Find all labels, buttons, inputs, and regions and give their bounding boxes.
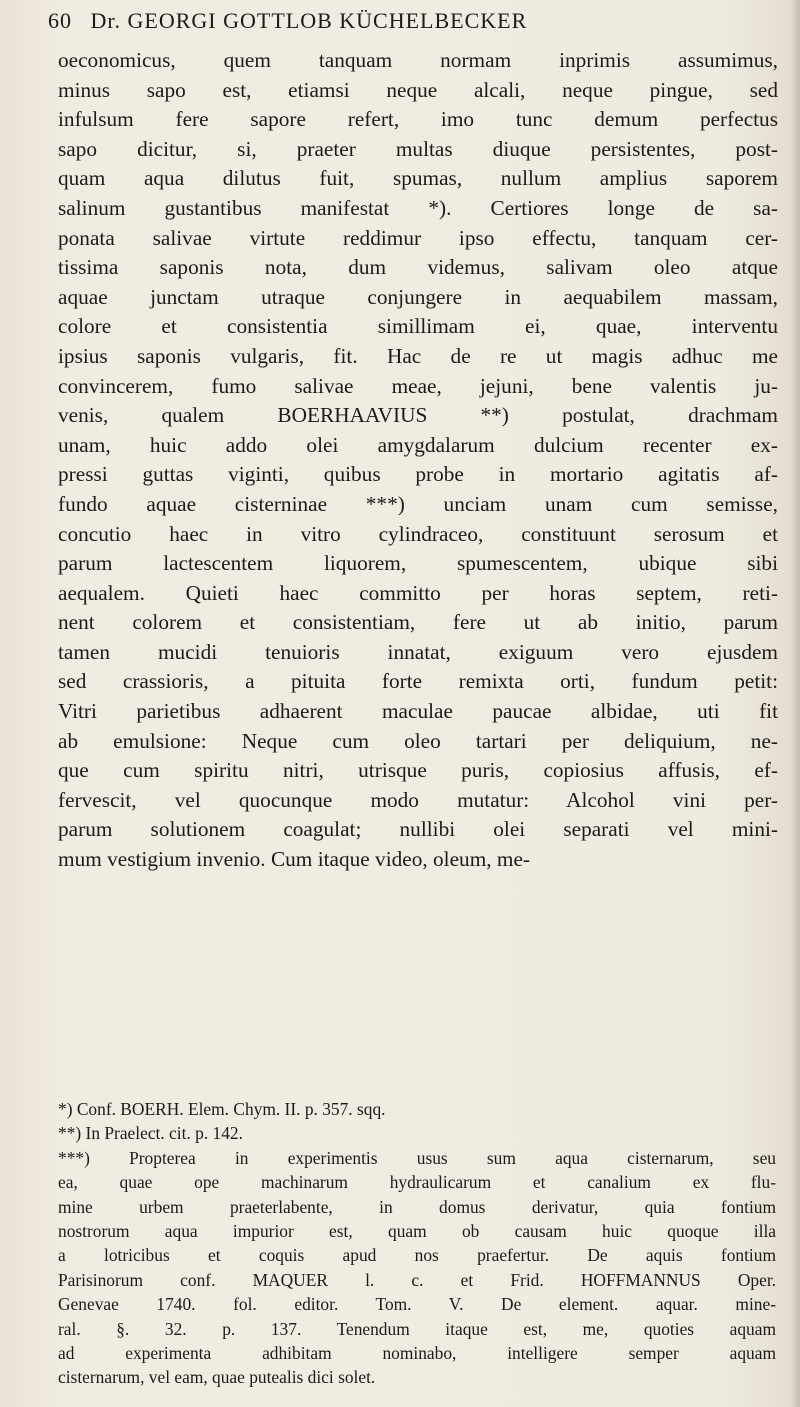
running-title: Dr. GEORGI GOTTLOB KÜCHELBECKER — [90, 8, 528, 33]
main-text — [58, 46, 778, 875]
text-line: ponata salivae virtute reddimur ipso effectu, tanquam cer- — [58, 225, 778, 250]
footnotes — [58, 1097, 776, 1390]
footnote-line: Genevae 1740. fol. editor. Tom. V. De element. aquar. mine- — [58, 1294, 776, 1315]
text-line: fervescit, vel quocunque modo mutatur: Alcohol vini per- — [58, 787, 778, 812]
text-line: minus sapo est, etiamsi neque alcali, neque pingue, sed — [58, 77, 778, 102]
text-line: infulsum fere sapore refert, imo tunc demum perfectus — [58, 107, 778, 132]
text-line: tissima saponis nota, dum videmus, salivam oleo atque — [58, 255, 778, 280]
text-line: quam aqua dilutus fuit, spumas, nullum amplius saporem — [58, 166, 778, 191]
footnote-line: ea, quae ope machinarum hydraulicarum et canalium ex flu- — [58, 1172, 776, 1193]
text-line: colore et consistentia simillimam ei, quae, interventu — [58, 314, 778, 339]
page-number: 60 — [48, 8, 72, 33]
text-line: nent colorem et consistentiam, fere ut ab initio, parum — [58, 610, 778, 635]
text-line: salinum gustantibus manifestat *). Certiores longe de sa- — [58, 195, 778, 220]
text-line: fundo aquae cisterninae ***) unciam unam cum semisse, — [58, 491, 778, 516]
footnote-line: mine urbem praeterlabente, in domus derivatur, quia fontium — [58, 1196, 776, 1217]
text-line: oeconomicus, quem tanquam normam inprimis assumimus, — [58, 48, 778, 72]
footnote-line: a lotricibus et coquis apud nos praefertur. De aquis fontium — [58, 1245, 776, 1266]
text-line: sapo dicitur, si, praeter multas diuque persistentes, post- — [58, 136, 778, 161]
text-line: aquae junctam utraque conjungere in aequabilem massam, — [58, 284, 778, 309]
footnote-line: ad experimenta adhibitam nominabo, intelligere semper aquam — [58, 1342, 776, 1363]
text-line: pressi guttas viginti, quibus probe in mortario agitatis af- — [58, 462, 778, 487]
footnote-line: **) In Praelect. cit. p. 142. — [58, 1123, 243, 1144]
text-line: ab emulsione: Neque cum oleo tartari per deliquium, ne- — [58, 728, 778, 753]
text-line: venis, qualem BOERHAAVIUS **) postulat, drachmam — [58, 403, 778, 428]
text-line: parum lactescentem liquorem, spumescentem, ubique sibi — [58, 551, 778, 576]
footnote-line: nostrorum aqua impurior est, quam ob causam huic quoque illa — [58, 1220, 776, 1241]
footnote-line: ral. §. 32. p. 137. Tenendum itaque est, me, quoties aquam — [58, 1318, 776, 1339]
text-line: concutio haec in vitro cylindraceo, constituunt serosum et — [58, 521, 778, 546]
text-line: mum vestigium invenio. Cum itaque video, oleum, me- — [58, 847, 531, 872]
footnote-line: *) Conf. BOERH. Elem. Chym. II. p. 357. sqq. — [58, 1099, 386, 1119]
text-line: que cum spiritu nitri, utrisque puris, copiosius affusis, ef- — [58, 758, 778, 783]
page-edge-shadow — [790, 0, 800, 1407]
text-line: parum solutionem coagulat; nullibi olei separati vel mini- — [58, 817, 778, 842]
text-line: unam, huic addo olei amygdalarum dulcium recenter ex- — [58, 432, 778, 457]
text-line: aequalem. Quieti haec committo per horas septem, reti- — [58, 580, 778, 605]
text-line: convincerem, fumo salivae meae, jejuni, bene valentis ju- — [58, 373, 778, 398]
footnote-line: cisternarum, vel eam, quae putealis dici solet. — [58, 1367, 376, 1388]
text-line: sed crassioris, a pituita forte remixta orti, fundum petit: — [58, 669, 778, 694]
footnote-line: ***) Propterea in experimentis usus sum aqua cisternarum, seu — [58, 1147, 776, 1168]
text-line: tamen mucidi tenuioris innatat, exiguum vero ejusdem — [58, 639, 778, 664]
page-header — [48, 8, 768, 42]
footnote-line: Parisinorum conf. MAQUER l. c. et Frid. HOFFMANNUS Oper. — [58, 1269, 776, 1290]
text-line: ipsius saponis vulgaris, fit. Hac de re ut magis adhuc me — [58, 343, 778, 368]
text-line: Vitri parietibus adhaerent maculae paucae albidae, uti fit — [58, 699, 778, 724]
